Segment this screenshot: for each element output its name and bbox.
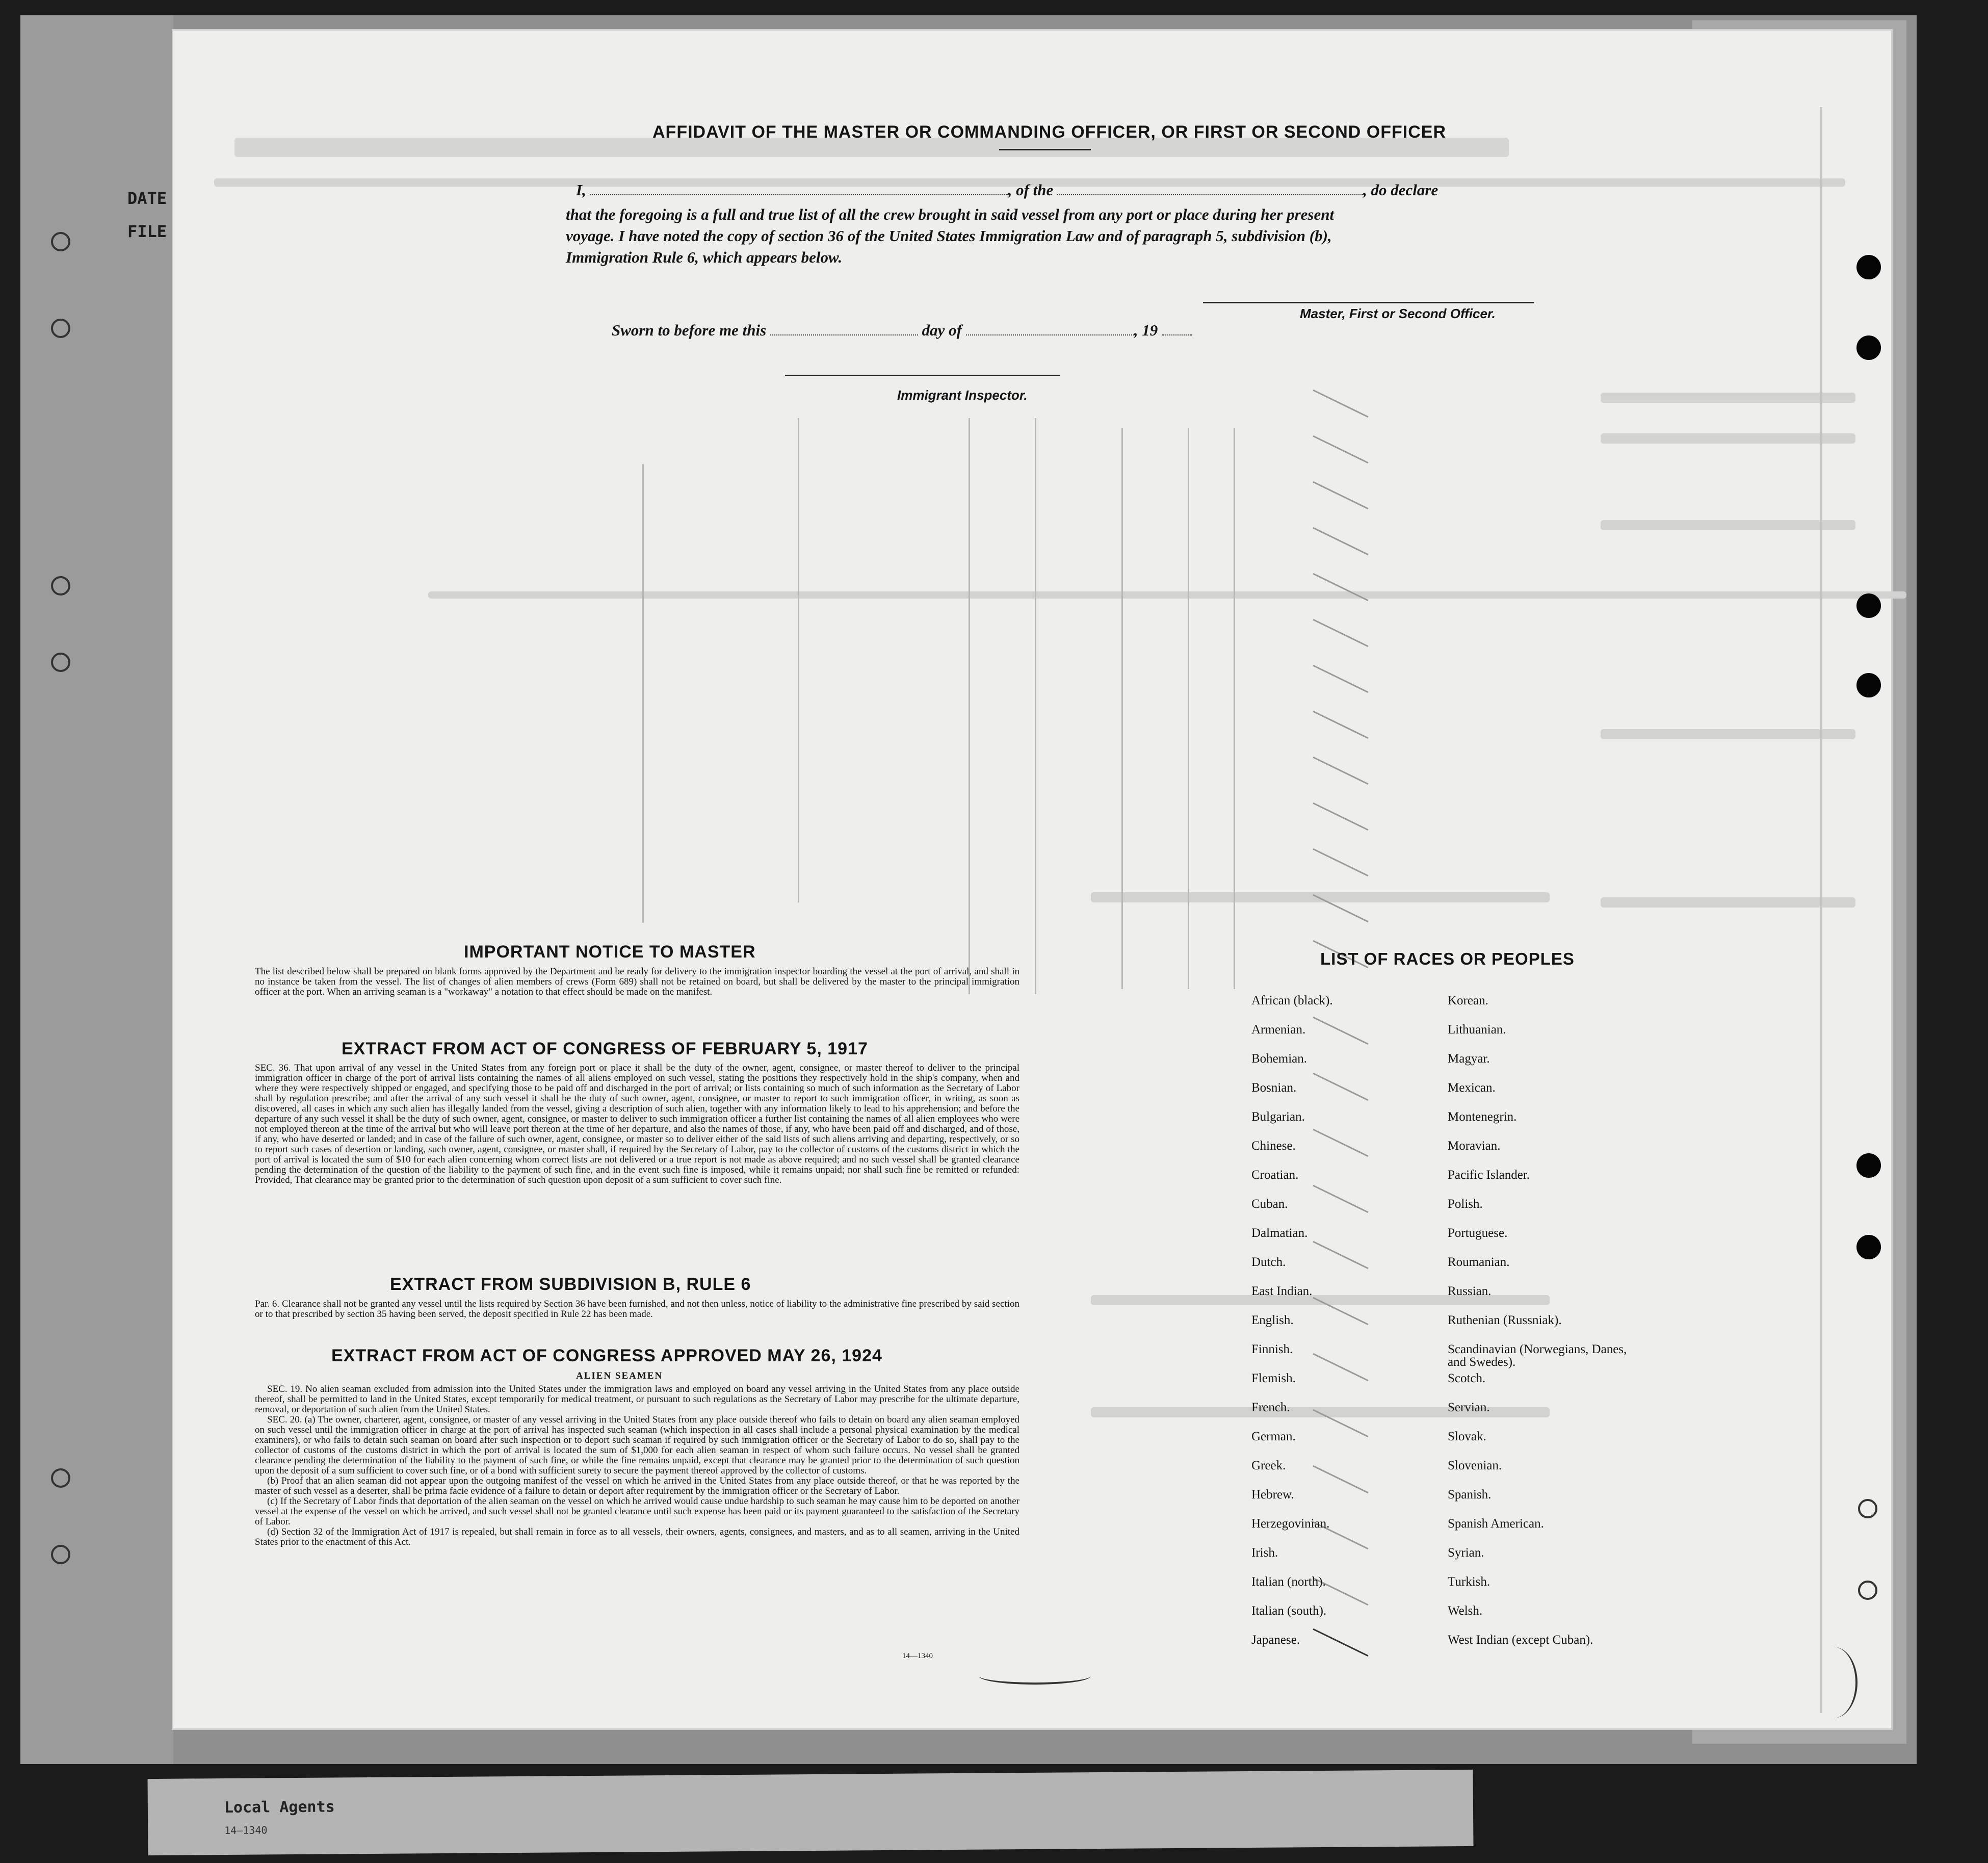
race-item: Welsh.	[1448, 1604, 1483, 1618]
underlying-page-edge	[20, 15, 173, 1764]
master-name-blank[interactable]	[590, 183, 1008, 195]
bleed-through-row	[1601, 520, 1855, 530]
sworn-day-label: day of	[922, 321, 962, 339]
bleed-through-column	[1188, 428, 1189, 989]
affidavit-line-1	[576, 181, 1438, 199]
race-item: French.	[1251, 1401, 1290, 1414]
race-item: Finnish.	[1251, 1342, 1293, 1356]
binder-hole	[51, 232, 70, 251]
extract-1924-paragraph: (b) Proof that an alien seaman did not appear upon the outgoing manifest of the vessel on which he arrived in the United States from any place outside thereof, or that he was reported by the master of such vessel as a deserter, shall be prima facie evidence of a failure to detain or deport after requirement by the immigration officer or the Secretary of Labor.	[255, 1476, 1019, 1496]
race-item: Scotch.	[1448, 1372, 1486, 1385]
tally-mark	[1313, 390, 1368, 418]
race-item: Hebrew.	[1251, 1488, 1294, 1502]
extract-1924-paragraph: SEC. 20. (a) The owner, charterer, agent, consignee, or master of any vessel arriving in the United States from any place outside thereof who fails to detain on board any alien seaman employed on such vessel until the immigration officer in charge at the port of arrival has inspected such seaman (which inspection in all cases shall include a personal physical examination by the medical examiners), or who fails to detain such seaman on board after such inspection or to deport such seaman if required by such immigration officer or the Secretary of Labor to do so, shall pay to the collector of customs of the customs district in which the port of arrival is located the sum of $1,000 for each alien seaman in respect of whom such failure occurs. No vessel shall be granted clearance pending the determination of the liability to the payment of such fine, or while the fine remains unpaid, except that clearance may be granted prior to the determination of such question upon the deposit of a sum sufficient to cover such fine, or of a bond with sufficient surety to secure the payment thereof approved by the collector of customs.	[255, 1414, 1019, 1476]
form-number: 14—1340	[902, 1652, 933, 1660]
binder-hole	[51, 653, 70, 672]
affidavit-title: AFFIDAVIT OF THE MASTER OR COMMANDING OFFICER, OR FIRST OR SECOND OFFICER	[652, 122, 1446, 142]
race-item: Magyar.	[1448, 1052, 1490, 1066]
race-item: Scandinavian (Norwegians, Danes, and Swedes).	[1448, 1342, 1630, 1369]
affidavit-i: I,	[576, 181, 586, 199]
race-item: Mexican.	[1448, 1081, 1496, 1095]
extract-1917-body: SEC. 36. That upon arrival of any vessel in the United States from any foreign port or place it shall be the duty of the owner, agent, consignee, or master thereof to deliver to the principal immigration officer in charge of the port of arrival lists containing the names of all aliens employed on such vessel, stating the positions they respectively hold in the ship's company, when and where they were respectively shipped or engaged, and specifying those to be paid off and discharged in the port of arrival; or lists containing so much of such information as the Secretary of Labor shall by regulation prescribe; and after the arrival of any such vessel it shall be the duty of such owner, agent, consignee, or master to report to such immigration officer, in writing, as soon as discovered, all cases in which any such alien has illegally landed from the vessel, giving a description of such alien, together with any information likely to lead to his apprehension; and before the departure of any such vessel it shall be the duty of such owner, agent, consignee, or master to deliver to such immigration officer a further list containing the names of all alien employees who were not employed thereon at the time of the arrival but who will leave port thereon at the time of her departure, and also the names of those, if any, who have been paid off and discharged, and of those, if any, who have deserted or landed; and in case of the failure of such owner, agent, consignee, or master so to deliver either of the said lists of such aliens arriving and departing, respectively, or so to report such cases of desertion or landing, such owner, agent, consignee, or master shall, if required by the Secretary of Labor, pay to the collector of customs of the customs district in which the port of arrival is located the sum of $10 for each alien concerning whom correct lists are not delivered or a true report is not made as above required; and no such vessel shall be granted clearance pending the determination of the question of the liability to the payment of such fine, and in the event such fine is imposed, while it remains unpaid; nor shall such fine be remitted or refunded: Provided, That clearance may be granted prior to the determination of such question upon deposit of a sum sufficient to cover such fine.	[255, 1063, 1019, 1185]
race-item: Herzegovinian.	[1251, 1517, 1330, 1531]
binder-hole	[1856, 1153, 1881, 1178]
affidavit-line-2: that the foregoing is a full and true list of all the crew brought in said vessel from any port or place during her present	[566, 205, 1335, 223]
extract-1924-paragraph: (d) Section 32 of the Immigration Act of 1917 is repealed, but shall remain in force as to all vessels, their owners, agents, consignees, and masters, and as to all seamen, arriving in the United States prior to the enactment of this Act.	[255, 1526, 1019, 1547]
bottom-underlying-sheet	[148, 1770, 1474, 1855]
bleed-through-column	[1035, 418, 1036, 994]
race-item: Irish.	[1251, 1546, 1278, 1560]
bleed-through-column	[1234, 428, 1235, 989]
master-signature-line[interactable]	[1203, 302, 1534, 303]
binder-hole	[51, 319, 70, 338]
extract-1924-title: EXTRACT FROM ACT OF CONGRESS APPROVED MAY 26, 1924	[331, 1346, 882, 1365]
race-item: Spanish.	[1448, 1488, 1492, 1502]
sworn-line	[612, 321, 1192, 340]
binder-hole	[51, 1545, 70, 1564]
vessel-name-blank[interactable]	[1057, 183, 1363, 195]
tally-mark	[1313, 527, 1368, 555]
binder-hole	[1856, 335, 1881, 360]
inspector-signature-line[interactable]	[785, 375, 1060, 376]
extract-rule6-body: Par. 6. Clearance shall not be granted any vessel until the lists required by Section 36 have been furnished, and not then unless, notice of liability to the administrative fine prescribed by said section or to that prescribed by section 35 having been served, the deposit specified in Rule 22 has been made.	[255, 1299, 1019, 1319]
race-item: Chinese.	[1251, 1139, 1296, 1153]
notice-body: The list described below shall be prepared on blank forms approved by the Department and be ready for delivery to the immigration inspector boarding the vessel at the port of arrival, and shall in no instance be taken from the vessel. The list of changes of alien members of crews (Form 689) shall not be retained on board, but shall be delivered by the master to the principal immigration officer at the port. When an arriving seaman is a "workaway" a notation to that effect should be made on the manifest.	[255, 966, 1019, 997]
race-item: Spanish American.	[1448, 1517, 1544, 1531]
affidavit-line-4: Immigration Rule 6, which appears below.	[566, 248, 843, 266]
race-item: Roumanian.	[1448, 1255, 1510, 1269]
race-item: Dalmatian.	[1251, 1226, 1308, 1240]
race-item: Portuguese.	[1448, 1226, 1508, 1240]
extract-1924-paragraph: (c) If the Secretary of Labor finds that deportation of the alien seaman on the vessel on which he arrived would cause undue hardship to such seaman he may cause him to be deported on another vessel at the expense of the vessel on which he arrived, and such vessel shall not be granted clearance until such expense has been paid or its payment guaranteed to the satisfaction of the Secretary of Labor.	[255, 1496, 1019, 1527]
races-right-column	[1448, 994, 1631, 1663]
race-item: Bulgarian.	[1251, 1110, 1305, 1124]
tally-mark	[1313, 848, 1368, 876]
binder-hole	[1856, 255, 1881, 279]
tally-mark	[1313, 481, 1368, 509]
affidavit-of-the: , of the	[1008, 181, 1054, 199]
races-title: LIST OF RACES OR PEOPLES	[1320, 949, 1575, 968]
race-item: English.	[1251, 1313, 1294, 1327]
binder-hole	[1858, 1581, 1877, 1600]
race-item: Korean.	[1448, 994, 1488, 1007]
binder-hole	[1856, 1235, 1881, 1259]
tally-mark	[1313, 619, 1368, 647]
race-item: Cuban.	[1251, 1197, 1288, 1211]
race-item: Montenegrin.	[1448, 1110, 1517, 1124]
sworn-year-label: , 19	[1134, 321, 1158, 339]
race-item: Dutch.	[1251, 1255, 1286, 1269]
bleed-through-column	[798, 418, 799, 902]
race-item: Syrian.	[1448, 1546, 1484, 1560]
race-item: German.	[1251, 1430, 1296, 1443]
bleed-through-row	[1601, 897, 1855, 908]
race-item: West Indian (except Cuban).	[1448, 1633, 1593, 1647]
binder-hole	[51, 576, 70, 596]
master-caption: Master, First or Second Officer.	[1300, 306, 1496, 321]
handwritten-mark	[979, 1667, 1091, 1685]
extract-1924-subtitle: ALIEN SEAMEN	[576, 1370, 663, 1381]
notice-title: IMPORTANT NOTICE TO MASTER	[464, 942, 756, 962]
file-label: FILE	[127, 222, 167, 241]
bleed-through-column	[1820, 107, 1822, 1713]
manifest-page	[173, 31, 1891, 1728]
inspector-caption: Immigrant Inspector.	[897, 387, 1028, 403]
race-item: Slovenian.	[1448, 1459, 1502, 1472]
race-item: Moravian.	[1448, 1139, 1501, 1153]
race-item: Turkish.	[1448, 1575, 1490, 1589]
race-item: Ruthenian (Russniak).	[1448, 1313, 1562, 1327]
bleed-through-row	[1601, 433, 1855, 444]
extract-1924-body	[255, 1384, 1019, 1547]
extract-1917-title: EXTRACT FROM ACT OF CONGRESS OF FEBRUARY 5, 1917	[342, 1039, 868, 1058]
race-item: Polish.	[1448, 1197, 1483, 1211]
race-item: Croatian.	[1251, 1168, 1299, 1182]
bleed-through-row	[1601, 729, 1855, 739]
bleed-through-column	[642, 464, 644, 923]
binder-hole	[51, 1468, 70, 1488]
tally-mark	[1313, 803, 1368, 831]
race-item: Italian (south).	[1251, 1604, 1327, 1618]
bleed-through-row	[428, 591, 1906, 599]
race-item: Pacific Islander.	[1448, 1168, 1530, 1182]
race-item: Bohemian.	[1251, 1052, 1307, 1066]
binder-hole	[1856, 673, 1881, 697]
sworn-month-blank[interactable]	[966, 323, 1134, 335]
affidavit-line-3: voyage. I have noted the copy of section 36 of the United States Immigration Law and of paragraph 5, subdivision (b),	[566, 227, 1332, 245]
title-rule	[999, 149, 1091, 150]
bleed-through-column	[969, 418, 970, 994]
tally-mark	[1313, 711, 1368, 739]
tally-mark	[1313, 435, 1368, 463]
race-item: African (black).	[1251, 994, 1333, 1007]
bottom-sheet-form-number: 14—1340	[224, 1824, 268, 1837]
race-item: Armenian.	[1251, 1023, 1306, 1037]
binder-hole	[1856, 593, 1881, 618]
sworn-day-blank[interactable]	[770, 323, 918, 335]
extract-rule6-title: EXTRACT FROM SUBDIVISION B, RULE 6	[390, 1275, 751, 1294]
handwritten-mark	[1810, 1647, 1858, 1718]
races-left-column	[1251, 994, 1333, 1663]
race-item: Servian.	[1448, 1401, 1490, 1414]
race-item: Greek.	[1251, 1459, 1286, 1472]
bottom-sheet-label: Local Agents	[224, 1798, 335, 1817]
race-item: Russian.	[1448, 1284, 1492, 1298]
race-item: Japanese.	[1251, 1633, 1300, 1647]
extract-1924-paragraph: SEC. 19. No alien seaman excluded from admission into the United States under the immigration laws and employed on board any vessel arriving in the United States from any place outside thereof, shall be permitted to land in the United States, except temporarily for medical treatment, or pursuant to such regulations as the Secretary of Labor may prescribe for the ultimate departure, removal, or deportation of such alien from the United States.	[255, 1384, 1019, 1415]
bleed-through-row	[1601, 393, 1855, 403]
race-item: Lithuanian.	[1448, 1023, 1506, 1037]
race-item: Bosnian.	[1251, 1081, 1297, 1095]
race-item: Flemish.	[1251, 1372, 1296, 1385]
sworn-year-blank[interactable]	[1162, 323, 1192, 335]
affidavit-declare: , do declare	[1363, 181, 1438, 199]
date-label: DATE	[127, 189, 167, 208]
tally-mark	[1313, 757, 1368, 785]
bleed-through-column	[1121, 428, 1123, 989]
tally-mark	[1313, 665, 1368, 693]
binder-hole	[1858, 1499, 1877, 1518]
race-item: East Indian.	[1251, 1284, 1313, 1298]
race-item: Slovak.	[1448, 1430, 1486, 1443]
sworn-prefix: Sworn to before me this	[612, 321, 767, 339]
race-item: Italian (north).	[1251, 1575, 1326, 1589]
